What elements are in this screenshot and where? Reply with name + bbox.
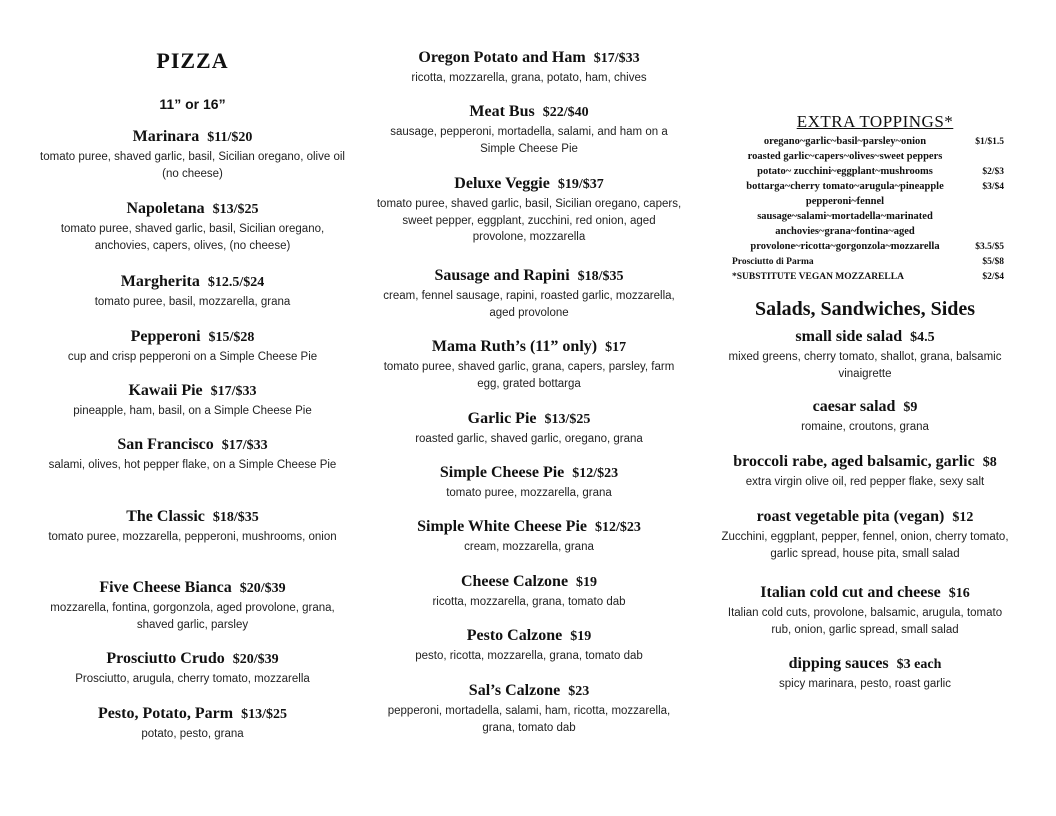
item-price: $11/$20	[207, 130, 253, 145]
item-name: dipping sauces	[788, 655, 889, 672]
toppings-list	[720, 135, 1010, 285]
item-price: $17/$33	[593, 51, 640, 66]
item-name: small side salad	[795, 328, 903, 345]
topping-price: $1/$1.5	[975, 137, 1004, 147]
topping-line	[720, 210, 1010, 225]
item-name: Italian cold cut and cheese	[760, 584, 941, 601]
item-price: $20/$39	[239, 581, 286, 596]
item-name: Oregon Potato and Ham	[418, 49, 586, 66]
menu-item	[374, 337, 684, 392]
item-price: $3 each	[896, 657, 942, 672]
item-price: $22/$40	[542, 105, 589, 120]
item-description: pepperoni, mortadella, salami, ham, ricotta, mozzarella, grana, tomato dab	[387, 705, 671, 734]
extra-toppings-heading: EXTRA TOPPINGS*	[796, 112, 954, 131]
item-price: $13/$25	[212, 202, 259, 217]
item-description: mozzarella, fontina, gorgonzola, aged provolone, grana, shaved garlic, parsley	[50, 602, 335, 631]
item-name: Pepperoni	[130, 328, 201, 345]
item-description: sausage, pepperoni, mortadella, salami, and ham on a Simple Cheese Pie	[390, 126, 668, 155]
item-description: tomato puree, shaved garlic, grana, capers, parsley, farm egg, grated bottarga	[383, 361, 675, 390]
item-name: The Classic	[126, 508, 205, 525]
item-description: tomato puree, shaved garlic, basil, Sicilian oregano, capers, sweet pepper, eggplant, zucchini, red onion, aged provolone, mozzarella	[376, 198, 682, 243]
item-description: mixed greens, cherry tomato, shallot, grana, balsamic vinaigrette	[728, 351, 1002, 380]
menu-item	[374, 681, 684, 736]
menu-item	[720, 583, 1010, 638]
item-description: extra virgin olive oil, red pepper flake, sexy salt	[745, 476, 985, 488]
pizza-sizes: 11” or 16”	[159, 96, 226, 112]
item-description: tomato puree, basil, mozzarella, grana	[94, 296, 291, 308]
item-description: cream, fennel sausage, rapini, roasted garlic, mozzarella, aged provolone	[383, 290, 675, 319]
item-price: $13/$25	[544, 412, 591, 427]
topping-text: provolone~ricotta~gorgonzola~mozzarella	[750, 241, 940, 252]
topping-price: $3.5/$5	[975, 242, 1004, 252]
item-description: Italian cold cuts, provolone, balsamic, arugula, tomato rub, onion, garlic spread, small salad	[727, 607, 1003, 636]
item-price: $17	[605, 340, 627, 355]
menu-item	[720, 507, 1010, 562]
menu-item	[374, 409, 684, 448]
menu-item	[40, 578, 345, 633]
item-price: $18/$35	[212, 510, 259, 525]
item-name: Prosciutto Crudo	[106, 650, 225, 667]
topping-line	[720, 255, 1010, 270]
item-description: spicy marinara, pesto, roast garlic	[779, 678, 951, 690]
item-price: $13/$25	[241, 707, 287, 722]
topping-text: Prosciutto di Parma	[732, 257, 814, 267]
topping-text: anchovies~grana~fontina~aged	[775, 226, 915, 237]
item-price: $18/$35	[577, 269, 624, 284]
menu-item	[374, 572, 684, 611]
menu-item	[374, 48, 684, 87]
menu-item	[374, 102, 684, 157]
item-name: Deluxe Veggie	[454, 175, 550, 192]
item-description: ricotta, mozzarella, grana, tomato dab	[432, 596, 626, 608]
topping-text: pepperoni~fennel	[805, 196, 885, 207]
topping-text: roasted garlic~capers~olives~sweet peppers	[747, 151, 943, 162]
menu-item	[40, 327, 345, 366]
topping-text: potato~ zucchini~eggplant~mushrooms	[757, 166, 933, 177]
menu-item	[40, 381, 345, 420]
menu-item	[374, 626, 684, 665]
item-price: $17/$33	[221, 438, 268, 453]
menu-item	[374, 517, 684, 556]
item-name: caesar salad	[812, 398, 896, 415]
menu-item	[40, 704, 345, 743]
topping-text: bottarga~cherry tomato~arugula~pineapple	[746, 181, 944, 192]
item-description: pineapple, ham, basil, on a Simple Cheese Pie	[73, 405, 312, 417]
item-name: Simple White Cheese Pie	[417, 518, 587, 535]
menu-item	[40, 127, 345, 182]
item-name: Mama Ruth’s (11” only)	[431, 338, 598, 355]
topping-text: *SUBSTITUTE VEGAN MOZZARELLA	[732, 272, 904, 282]
item-name: San Francisco	[117, 436, 214, 453]
item-price: $23	[568, 684, 590, 699]
item-description: tomato puree, shaved garlic, basil, Sicilian oregano, anchovies, capers, olives, (no cheese)	[60, 223, 325, 252]
item-description: cup and crisp pepperoni on a Simple Cheese Pie	[67, 351, 318, 363]
item-price: $12.5/$24	[207, 275, 265, 290]
topping-text: oregano~garlic~basil~parsley~onion	[763, 136, 927, 147]
menu-item	[720, 327, 1010, 382]
topping-line	[720, 270, 1010, 285]
menu-item	[720, 397, 1010, 436]
menu-item	[40, 435, 345, 474]
topping-price: $3/$4	[982, 182, 1004, 192]
item-name: Simple Cheese Pie	[439, 464, 565, 481]
item-name: Pesto, Potato, Parm	[98, 705, 234, 722]
item-description: tomato puree, mozzarella, pepperoni, mushrooms, onion	[48, 531, 337, 543]
item-description: Prosciutto, arugula, cherry tomato, mozzarella	[75, 673, 310, 685]
item-name: Kawaii Pie	[128, 382, 203, 399]
topping-price: $2/$3	[982, 167, 1004, 177]
menu-item	[374, 266, 684, 321]
item-price: $4.5	[910, 330, 935, 345]
item-price: $12	[952, 510, 974, 525]
menu-item	[374, 463, 684, 502]
item-description: Zucchini, eggplant, pepper, fennel, onion, cherry tomato, garlic spread, house pita, small salad	[721, 531, 1009, 560]
item-description: romaine, croutons, grana	[801, 421, 929, 433]
salads-heading: Salads, Sandwiches, Sides	[754, 298, 976, 320]
item-price: $20/$39	[232, 652, 279, 667]
item-description: ricotta, mozzarella, grana, potato, ham, chives	[411, 72, 647, 84]
item-description: tomato puree, shaved garlic, basil, Sicilian oregano, olive oil (no cheese)	[40, 151, 345, 180]
topping-line	[720, 195, 1010, 210]
item-price: $15/$28	[208, 330, 255, 345]
menu-item	[720, 654, 1010, 693]
item-price: $9	[903, 400, 918, 415]
item-price: $12/$23	[572, 466, 619, 481]
item-description: pesto, ricotta, mozzarella, grana, tomato dab	[415, 650, 643, 662]
item-price: $19	[570, 629, 592, 644]
topping-line	[720, 165, 1010, 180]
item-description: cream, mozzarella, grana	[464, 541, 594, 553]
menu-item	[40, 649, 345, 688]
item-name: Napoletana	[126, 200, 205, 217]
topping-line	[720, 135, 1010, 150]
topping-line	[720, 225, 1010, 240]
menu-item	[40, 199, 345, 254]
item-name: Five Cheese Bianca	[99, 579, 232, 596]
item-price: $19	[576, 575, 598, 590]
item-name: broccoli rabe, aged balsamic, garlic	[733, 453, 975, 470]
item-name: Sausage and Rapini	[434, 267, 570, 284]
topping-line	[720, 150, 1010, 165]
item-description: salami, olives, hot pepper flake, on a Simple Cheese Pie	[48, 459, 337, 471]
item-description: roasted garlic, shaved garlic, oregano, grana	[415, 433, 643, 445]
item-price: $17/$33	[210, 384, 257, 399]
topping-line	[720, 240, 1010, 255]
item-description: tomato puree, mozzarella, grana	[446, 487, 612, 499]
topping-line	[720, 180, 1010, 195]
item-price: $16	[948, 586, 970, 601]
pizza-heading: PIZZA	[156, 48, 229, 73]
topping-price: $2/$4	[982, 272, 1004, 282]
item-price: $12/$23	[595, 520, 641, 535]
item-name: roast vegetable pita (vegan)	[756, 508, 945, 525]
topping-price: $5/$8	[982, 257, 1004, 267]
menu-item	[40, 507, 345, 546]
item-name: Cheese Calzone	[460, 573, 569, 590]
item-name: Margherita	[120, 273, 200, 290]
item-name: Marinara	[132, 128, 200, 145]
item-name: Sal’s Calzone	[468, 682, 561, 699]
item-price: $19/$37	[557, 177, 604, 192]
item-price: $8	[982, 455, 997, 470]
item-name: Meat Bus	[469, 103, 535, 120]
item-name: Garlic Pie	[467, 410, 537, 427]
menu-item	[720, 452, 1010, 491]
menu-item	[40, 272, 345, 311]
menu-item	[374, 174, 684, 246]
item-description: potato, pesto, grana	[141, 728, 244, 740]
item-name: Pesto Calzone	[466, 627, 563, 644]
topping-text: sausage~salami~mortadella~marinated	[757, 211, 933, 222]
